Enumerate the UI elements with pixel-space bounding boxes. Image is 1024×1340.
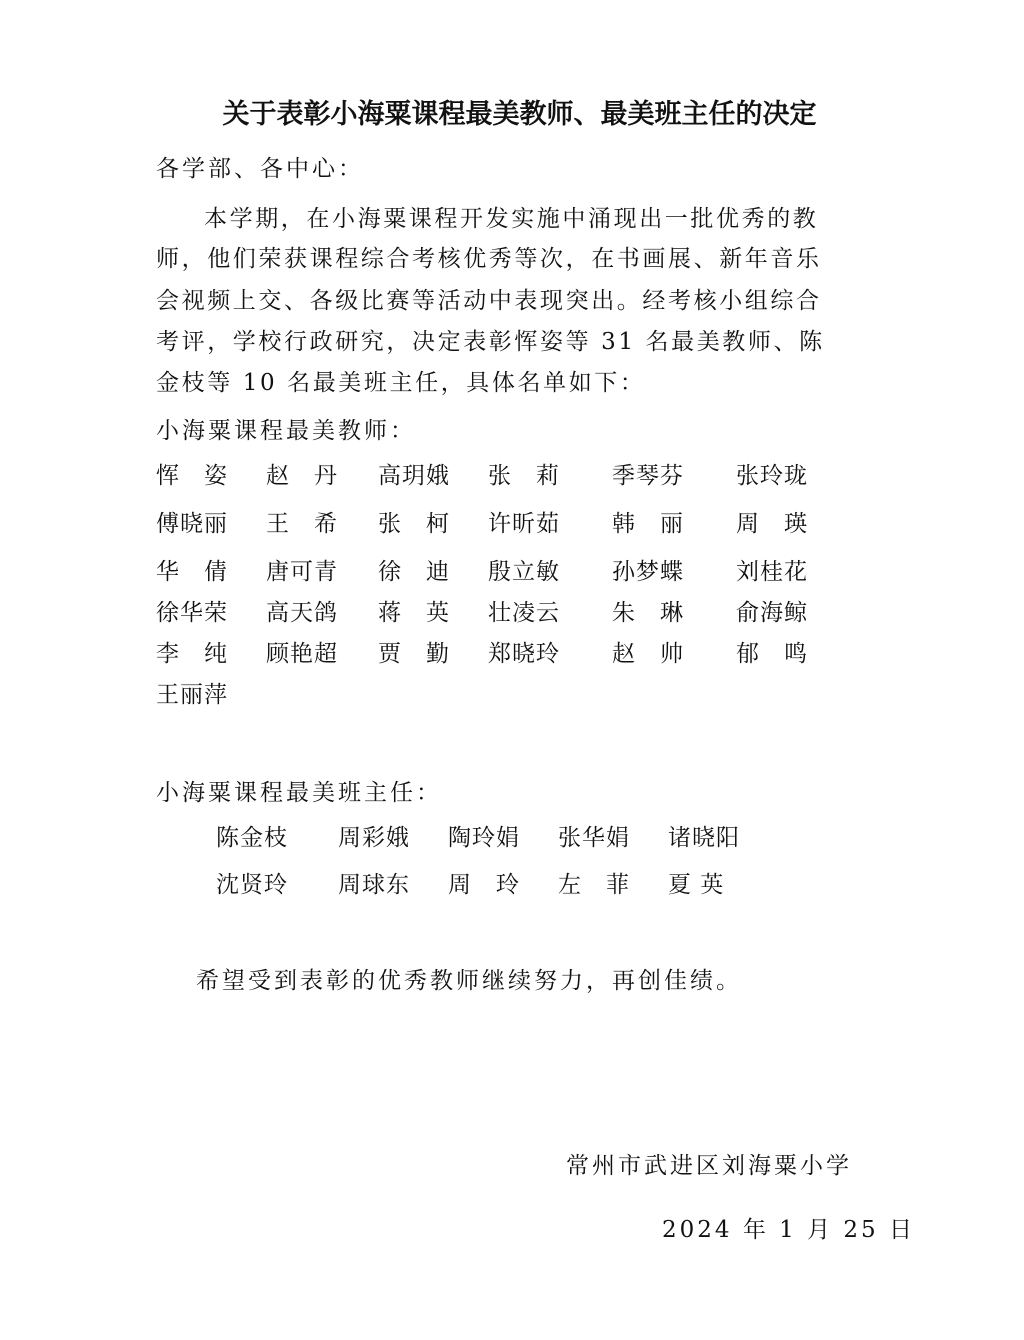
body-line: 师，他们荣获课程综合考核优秀等次，在书画展、新年音乐 [156, 246, 822, 272]
teacher-name: 张玲珑 [736, 463, 808, 489]
headteacher-name: 张华娟 [558, 825, 630, 851]
teachers-heading: 小海粟课程最美教师： [156, 418, 416, 444]
salutation: 各学部、各中心： [156, 156, 364, 182]
teacher-name: 徐华荣 [156, 600, 228, 626]
teacher-name: 赵 丹 [266, 463, 338, 489]
headteacher-name: 周 玲 [448, 872, 520, 898]
closing-text: 希望受到表彰的优秀教师继续努力，再创佳绩。 [196, 968, 742, 994]
teacher-name: 朱 琳 [612, 600, 684, 626]
teacher-name: 韩 丽 [612, 511, 684, 537]
teacher-name: 华 倩 [156, 559, 228, 585]
headteacher-name: 周球东 [338, 872, 410, 898]
headteacher-name: 陶玲娟 [448, 825, 520, 851]
teacher-name: 郑晓玲 [488, 641, 560, 667]
teacher-name: 季琴芬 [612, 463, 684, 489]
body-line: 考评，学校行政研究，决定表彰恽姿等 31 名最美教师、陈 [156, 329, 825, 355]
teacher-name: 蒋 英 [378, 600, 450, 626]
headteacher-name: 陈金枝 [216, 825, 288, 851]
teacher-name: 徐 迪 [378, 559, 450, 585]
teacher-name: 殷立敏 [488, 559, 560, 585]
headteacher-name: 左 菲 [558, 872, 630, 898]
teacher-name: 王丽萍 [156, 682, 228, 708]
teacher-name: 壮凌云 [488, 600, 560, 626]
signature: 常州市武进区刘海粟小学 [566, 1153, 852, 1179]
teacher-name: 恽 姿 [156, 463, 228, 489]
teacher-name: 俞海鲸 [736, 600, 808, 626]
teacher-name: 赵 帅 [612, 641, 684, 667]
headteacher-name: 周彩娥 [338, 825, 410, 851]
teacher-name: 张 柯 [378, 511, 450, 537]
teacher-name: 李 纯 [156, 641, 228, 667]
headteacher-name: 夏 英 [668, 872, 725, 898]
body-line: 金枝等 10 名最美班主任，具体名单如下： [156, 370, 646, 396]
teacher-name: 傅晓丽 [156, 511, 228, 537]
teacher-name: 许昕茹 [488, 511, 560, 537]
date: 2024 年 1 月 25 日 [662, 1217, 915, 1243]
teacher-name: 高玥娥 [378, 463, 450, 489]
teacher-name: 唐可青 [266, 559, 338, 585]
headteacher-name: 诸晓阳 [668, 825, 740, 851]
teacher-name: 刘桂花 [736, 559, 808, 585]
teacher-name: 周 瑛 [736, 511, 808, 537]
teacher-name: 顾艳超 [266, 641, 338, 667]
teacher-name: 贾 勤 [378, 641, 450, 667]
body-line: 本学期，在小海粟课程开发实施中涌现出一批优秀的教 [204, 206, 819, 232]
teacher-name: 高天鸽 [266, 600, 338, 626]
body-line: 会视频上交、各级比赛等活动中表现突出。经考核小组综合 [156, 288, 822, 314]
teacher-name: 孙梦蝶 [612, 559, 684, 585]
document-title: 关于表彰小海粟课程最美教师、最美班主任的决定 [222, 99, 817, 130]
teacher-name: 张 莉 [488, 463, 560, 489]
teacher-name: 郁 鸣 [736, 641, 808, 667]
headteachers-heading: 小海粟课程最美班主任： [156, 780, 442, 806]
teacher-name: 王 希 [266, 511, 338, 537]
headteacher-name: 沈贤玲 [216, 872, 288, 898]
